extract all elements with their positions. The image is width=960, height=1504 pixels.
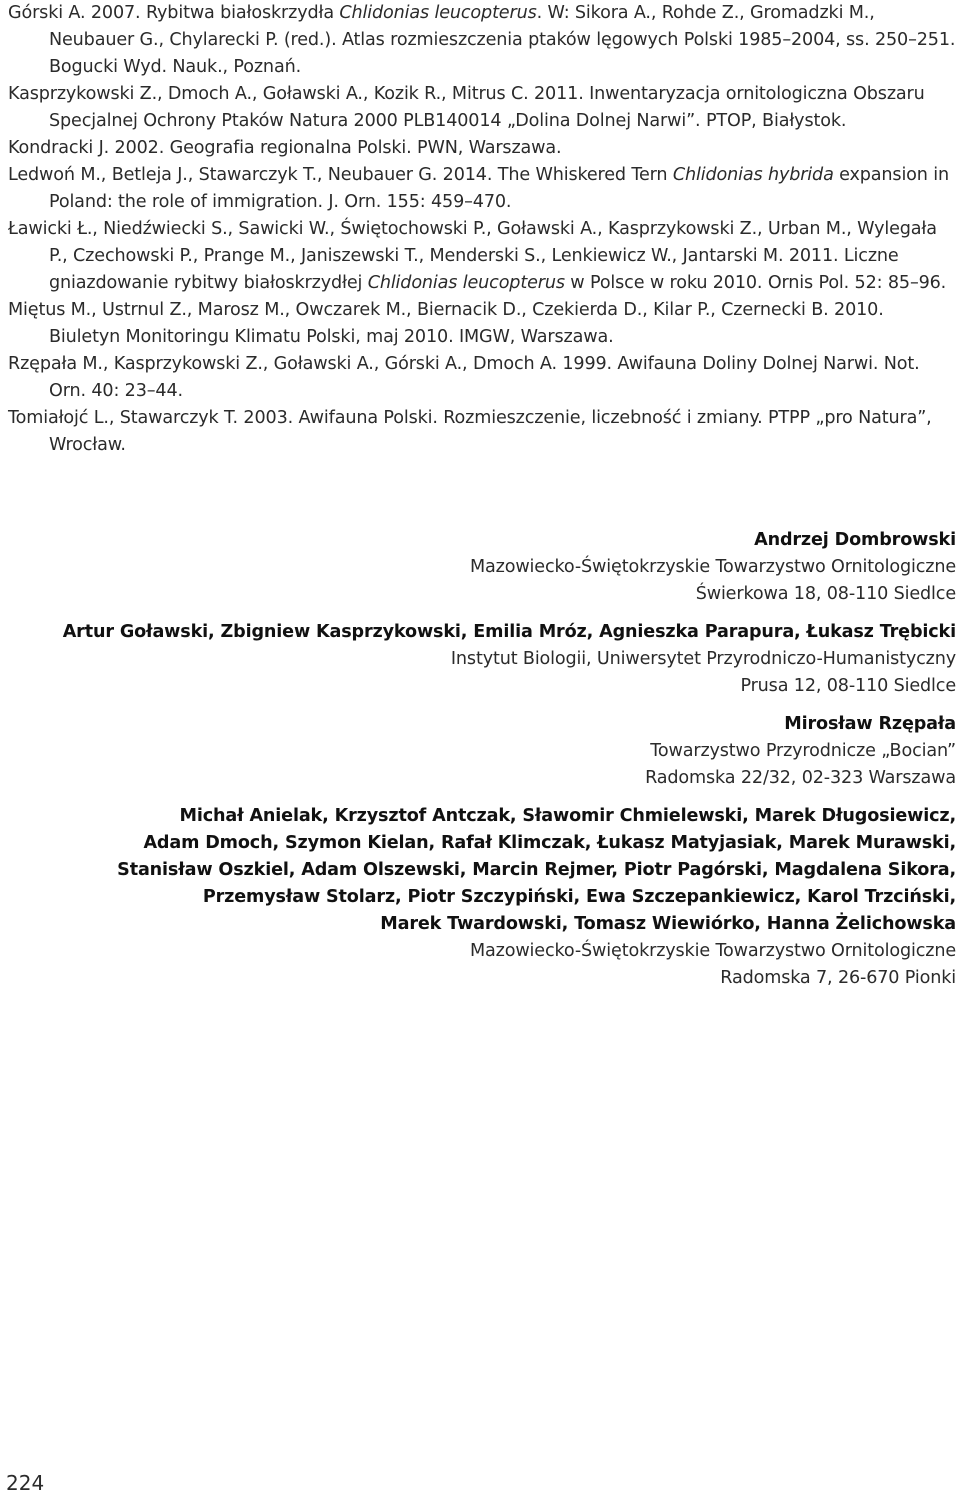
- author-names: Mirosław Rzępała: [784, 714, 956, 734]
- reference-entry: [8, 405, 956, 459]
- author-names: Przemysław Stolarz, Piotr Szczypiński, Ewa Szczepankiewicz, Karol Trzciński,: [202, 887, 956, 907]
- reference-text: . W: Sikora A., Rohde Z., Gromadzki M., Neubauer G., Chylarecki P. (red.). Atlas rozmieszczenia ptaków lęgowych Polski 1985–2004, ss. 250–251. Bogucki Wyd. Nauk., Poznań.: [49, 3, 956, 77]
- species-name: Chlidonias hybrida: [672, 165, 834, 185]
- author-names: Andrzej Dombrowski: [754, 530, 956, 550]
- reference-text: w Polsce w roku 2010. Ornis Pol. 52: 85–96.: [564, 273, 947, 293]
- address: Świerkowa 18, 08-110 Siedlce: [695, 584, 956, 604]
- reference-entry: [8, 216, 956, 297]
- institution-name: Towarzystwo Przyrodnicze „Bocian”: [650, 741, 956, 761]
- institution-name: Mazowiecko-Świętokrzyskie Towarzystwo Ornitologiczne: [469, 941, 956, 961]
- address: Radomska 7, 26-670 Pionki: [720, 968, 956, 988]
- affiliation-block: [16, 803, 956, 992]
- reference-list: [8, 0, 956, 459]
- author-affiliations: [16, 527, 956, 1003]
- reference-entry: [8, 297, 956, 351]
- reference-text: Rzępała M., Kasprzykowski Z., Goławski A., Górski A., Dmoch A. 1999. Awifauna Doliny Dolnej Narwi. Not. Orn. 40: 23–44.: [8, 354, 920, 401]
- reference-entry: [8, 135, 956, 162]
- affiliation-block: [16, 711, 956, 792]
- author-names: Michał Anielak, Krzysztof Antczak, Sławomir Chmielewski, Marek Długosiewicz,: [179, 806, 956, 826]
- reference-text: Ledwoń M., Betleja J., Stawarczyk T., Neubauer G. 2014. The Whiskered Tern: [8, 165, 673, 185]
- reference-text: Kasprzykowski Z., Dmoch A., Goławski A., Kozik R., Mitrus C. 2011. Inwentaryzacja ornitologiczna Obszaru Specjalnej Ochrony Ptaków Natura 2000 PLB140014 „Dolina Dolnej Narwi”. PTOP, Białystok.: [8, 84, 925, 131]
- address: Radomska 22/32, 02-323 Warszawa: [645, 768, 956, 788]
- species-name: Chlidonias leucopterus: [339, 3, 537, 23]
- author-names: Marek Twardowski, Tomasz Wiewiórko, Hanna Żelichowska: [380, 914, 956, 934]
- reference-text: expansion in Poland: the role of immigration. J. Orn. 155: 459–470.: [49, 165, 949, 212]
- reference-entry: [8, 0, 956, 81]
- reference-text: Miętus M., Ustrnul Z., Marosz M., Owczarek M., Biernacik D., Czekierda D., Kilar P., Czernecki B. 2010. Biuletyn Monitoringu Klimatu Polski, maj 2010. IMGW, Warszawa.: [8, 300, 884, 347]
- institution-name: Instytut Biologii, Uniwersytet Przyrodniczo-Humanistyczny: [450, 649, 956, 669]
- reference-text: Górski A. 2007. Rybitwa białoskrzydła: [8, 3, 340, 23]
- affiliation-block: [16, 619, 956, 700]
- institution-name: Mazowiecko-Świętokrzyskie Towarzystwo Ornitologiczne: [469, 557, 956, 577]
- reference-entry: [8, 81, 956, 135]
- reference-text: Kondracki J. 2002. Geografia regionalna Polski. PWN, Warszawa.: [8, 138, 562, 158]
- reference-text: Ławicki Ł., Niedźwiecki S., Sawicki W., Świętochowski P., Goławski A., Kasprzykowski Z., Urban M., Wylegała P., Czechowski P., Prange M., Janiszewski T., Menderski S., Lenkiewicz W., Jantarski M. 2011. Liczne gniazdowanie rybitwy białoskrzydłej: [8, 219, 937, 293]
- author-names: Stanisław Oszkiel, Adam Olszewski, Marcin Rejmer, Piotr Pagórski, Magdalena Sikora,: [117, 860, 956, 880]
- author-names: Adam Dmoch, Szymon Kielan, Rafał Klimczak, Łukasz Matyjasiak, Marek Murawski,: [143, 833, 956, 853]
- page-number: 224: [6, 1471, 45, 1495]
- author-names: Artur Goławski, Zbigniew Kasprzykowski, Emilia Mróz, Agnieszka Parapura, Łukasz Trębicki: [62, 622, 956, 642]
- reference-text: Tomiałojć L., Stawarczyk T. 2003. Awifauna Polski. Rozmieszczenie, liczebność i zmiany. PTPP „pro Natura”, Wrocław.: [8, 408, 932, 455]
- species-name: Chlidonias leucopterus: [367, 273, 565, 293]
- reference-entry: [8, 162, 956, 216]
- affiliation-block: [16, 527, 956, 608]
- address: Prusa 12, 08-110 Siedlce: [740, 676, 956, 696]
- reference-entry: [8, 351, 956, 405]
